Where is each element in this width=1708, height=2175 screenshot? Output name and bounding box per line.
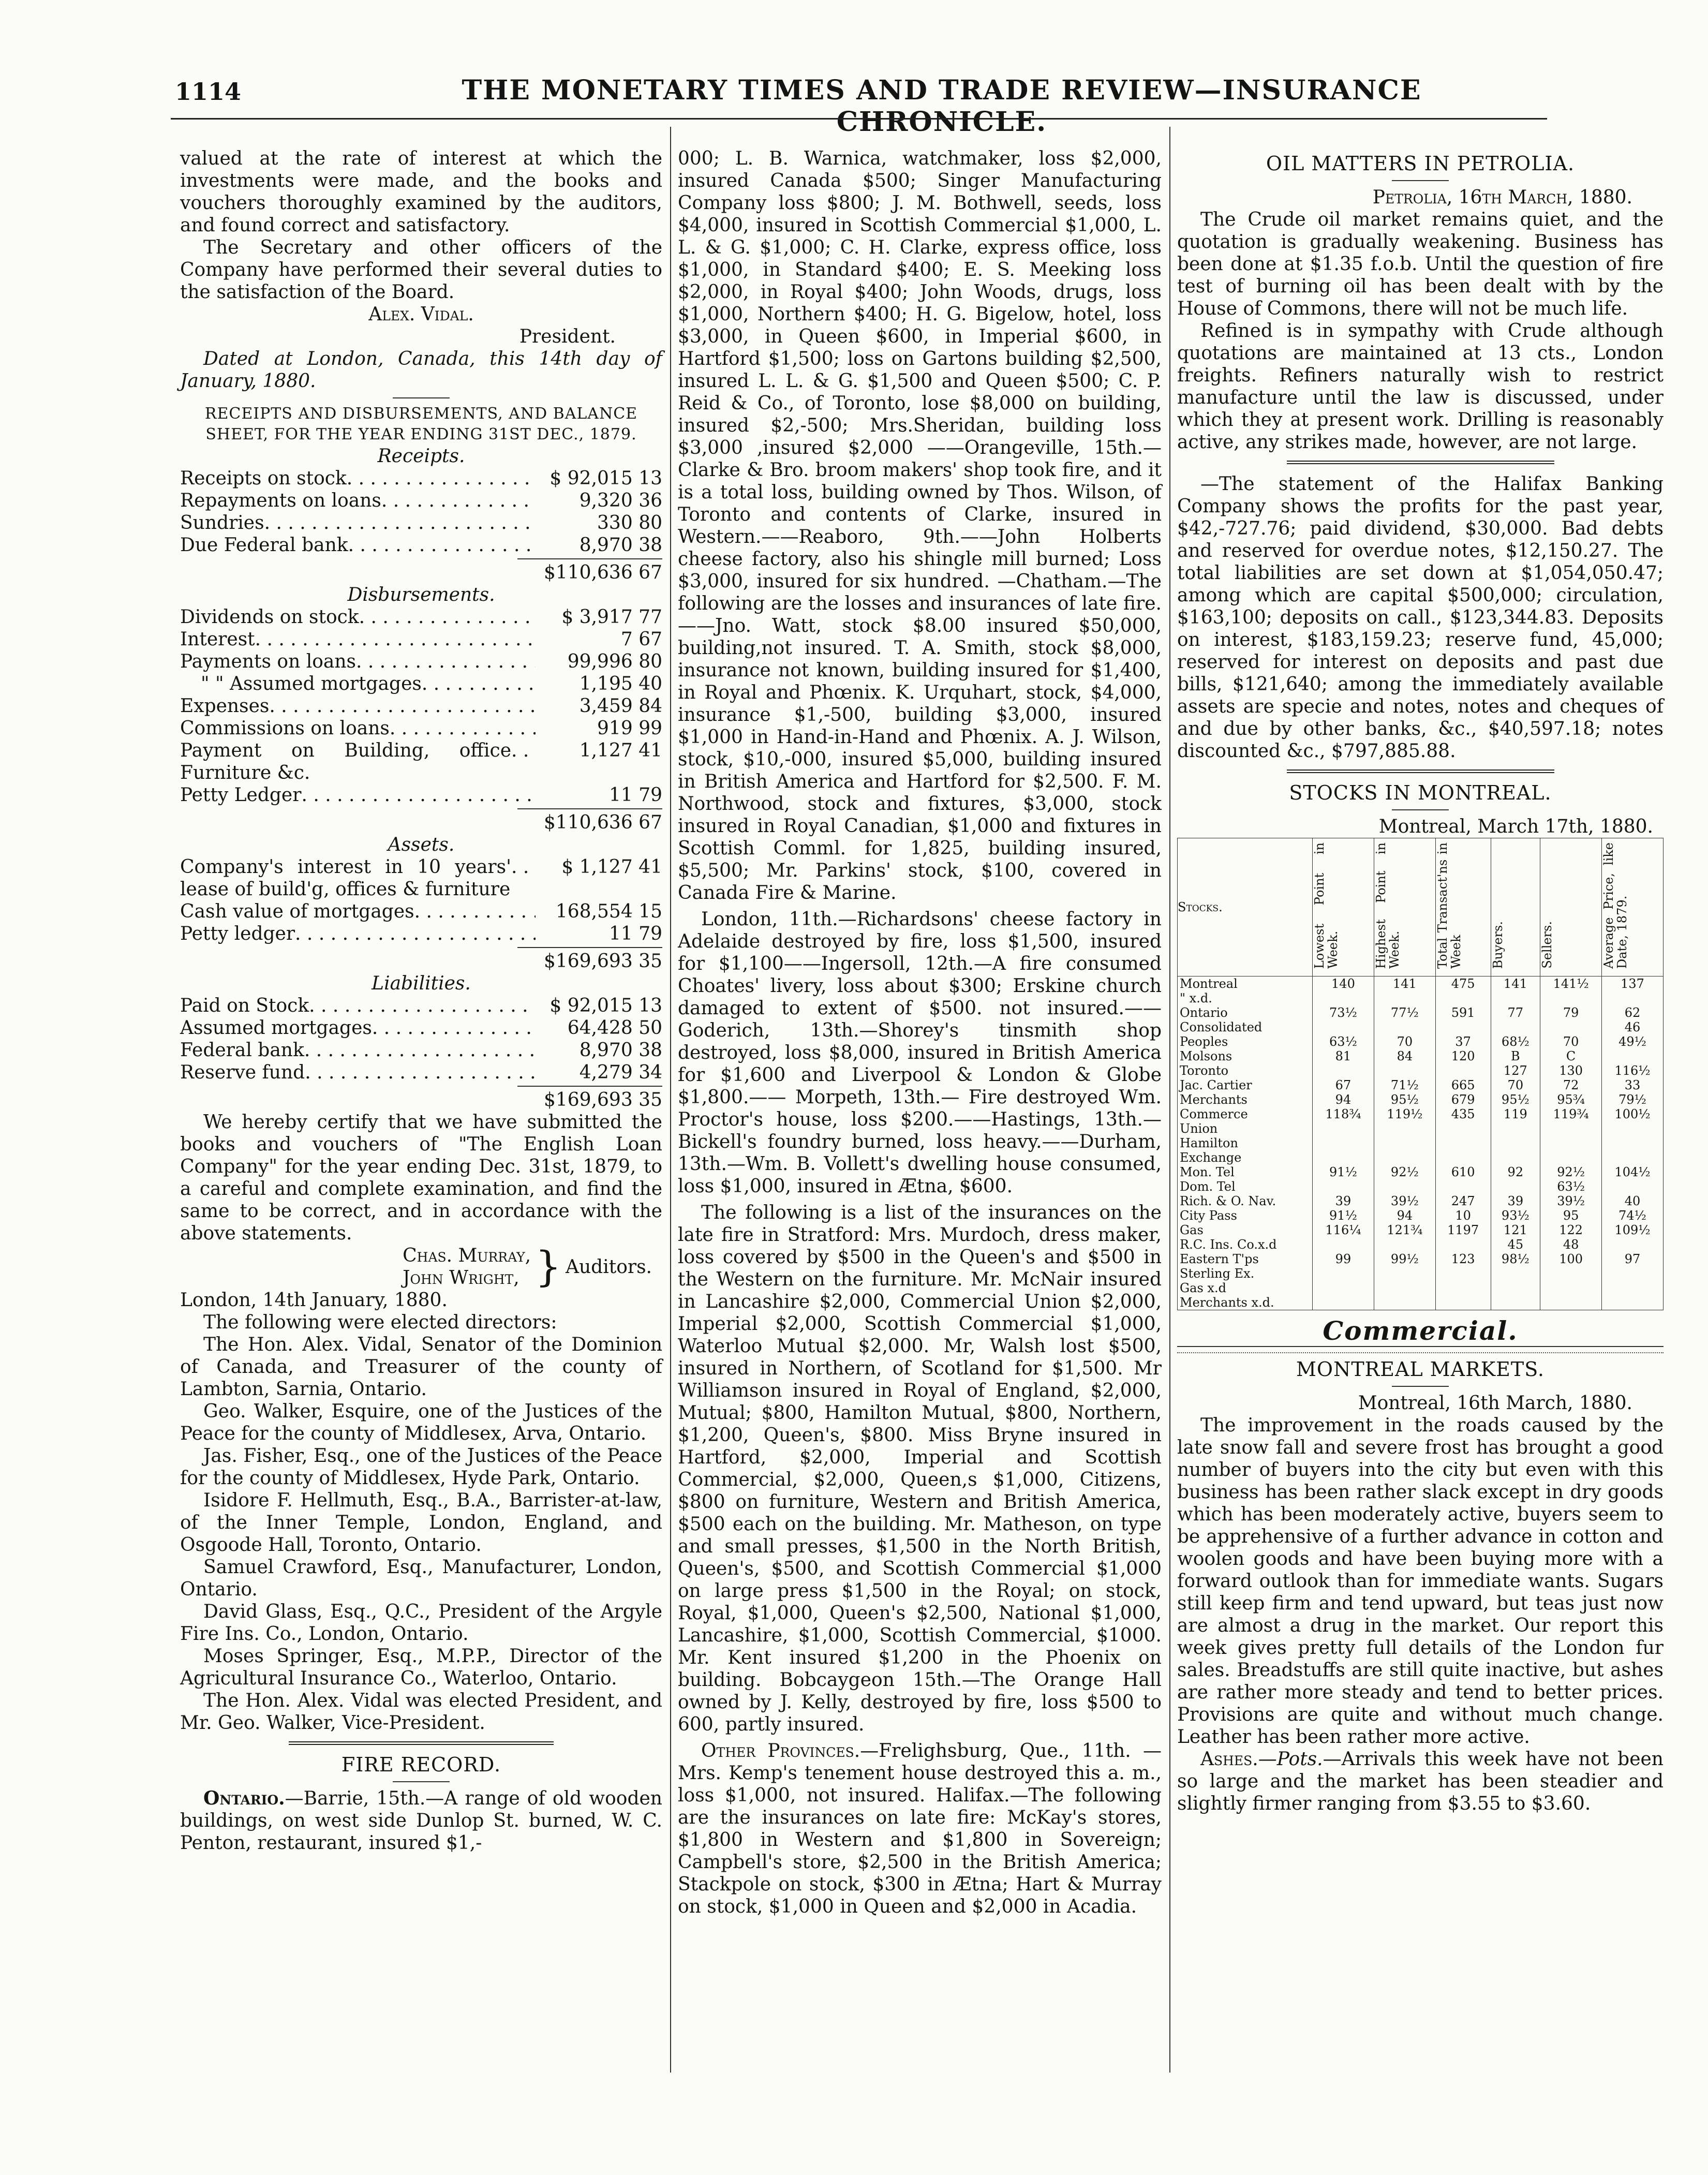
stock-value-cell xyxy=(1374,1121,1435,1136)
stock-value-cell: 63½ xyxy=(1540,1179,1602,1194)
stock-value-cell xyxy=(1435,991,1491,1005)
stock-value-cell: 141½ xyxy=(1540,976,1602,992)
fire-record-continued: 000; L. B. Warnica, watchmaker, loss $2,000, insured Canada $500; Singer Manufacturing Company loss $800; J. M. Bothwell, seeds, loss $4,000, insured in Scottish Commercial $1,000, L. L. & G. $1,000; C. H. Clarke, express office, loss $1,000, in Standard $400; E. S. Meeking loss $2,000, in Royal $400; John Woods, drugs, loss $1,000, Northern $400; H. G. Bigelow, hotel, loss $3,000, in Queen $600, in Imperial $600, in Hartford $1,500; loss on Gartons building $2,500, insured L. L. & G. $1,500 and Queen $500; C. P. Reid & Co., of Toronto, lose $8,000 on building, insured $2,-500; Mrs.Sheridan, building loss $3,000 ,insured $2,000 ——Orangeville, 15th.—Clarke & Bro. broom makers' shop took fire, and it is a total loss, building owned by Thos. Wilson, of Toronto and contents of Clarke, insured in Western.——Reaboro, 9th.——John Holberts cheese factory, also his shingle mill burned; Loss $3,000, insured for six hundred. —Chatham.—The following are the losses and insurances of late fire. ——Jno. Watt, stock $8.00 insured $50,000, building,not insured. T. A. Smith, stock $8,000, insurance not known, building insured for $1,400, in Royal and Phœnix. K. Urquhart, stock, $4,000, insurance $1,-500, building $3,000, insured $1,000 in Hand-in-Hand and Phœnix. A. J. Wilson, stock, $10,-000, insured $5,000, building insured in British America and Hartford for $2,500. F. M. Northwood, stock and fixtures, $3,000, stock insured in Royal Canadian, $1,000 and fixtures in Scottish Comml. for 1,825, building insured, $5,500; Mr. Parkins' stock, $100, covered in Canada Fire & Marine. xyxy=(678,148,1162,904)
stock-value-cell xyxy=(1313,1136,1374,1150)
stock-value-cell xyxy=(1540,1266,1602,1281)
stocks-table-row xyxy=(1178,1005,1664,1020)
total-rule xyxy=(517,558,662,559)
stock-name-cell: Commerce xyxy=(1178,1107,1313,1121)
markets-heading: MONTREAL MARKETS. xyxy=(1296,1358,1544,1381)
stock-value-cell: 123 xyxy=(1435,1252,1491,1266)
stocks-table-row xyxy=(1178,1150,1664,1165)
stock-value-cell xyxy=(1435,1295,1491,1310)
stock-name-cell: Union xyxy=(1178,1121,1313,1136)
stock-value-cell xyxy=(1602,1150,1664,1165)
director-entry: David Glass, Esq., Q.C., President of the Argyle Fire Ins. Co., London, Ontario. xyxy=(180,1601,662,1645)
account-line: Receipts on stock . . . $ 92,015 13 xyxy=(180,467,662,490)
stock-value-cell xyxy=(1602,1281,1664,1295)
stock-value-cell xyxy=(1374,1266,1435,1281)
stock-value-cell xyxy=(1491,1295,1540,1310)
stock-value-cell xyxy=(1602,1237,1664,1252)
stock-value-cell: 77 xyxy=(1491,1005,1540,1020)
auditors-signatures xyxy=(180,1242,662,1291)
column-header: Highest Point in Week. xyxy=(1374,838,1435,976)
stock-value-cell xyxy=(1602,1049,1664,1063)
ashes-text: —Arrivals this week have not been so large and the market has been steadier and slightly firmer ranging from $3.55 to $3.60. xyxy=(1177,1749,1664,1814)
auditor-name: John Wright, xyxy=(403,1267,519,1289)
stock-value-cell: 116½ xyxy=(1602,1063,1664,1078)
stocks-table-row xyxy=(1178,976,1664,992)
stock-value-cell: 127 xyxy=(1491,1063,1540,1078)
stock-name-cell: Merchants xyxy=(1178,1092,1313,1107)
stock-value-cell: 46 xyxy=(1602,1020,1664,1034)
stock-value-cell: 10 xyxy=(1435,1208,1491,1223)
stock-value-cell xyxy=(1602,991,1664,1005)
stock-name-cell: Hamilton xyxy=(1178,1136,1313,1150)
auditor-name: Chas. Murray, xyxy=(403,1245,531,1266)
stock-value-cell: 130 xyxy=(1540,1063,1602,1078)
stock-value-cell xyxy=(1313,1266,1374,1281)
account-line: Assumed mortgages . . . 64,428 50 xyxy=(180,1017,662,1039)
stock-value-cell: 100½ xyxy=(1602,1107,1664,1121)
account-line: Payment on Building, office Furniture &c. . . . 1,127 41 xyxy=(180,739,662,784)
fire-record-heading: FIRE RECORD. xyxy=(341,1753,501,1776)
stocks-header-row xyxy=(1178,838,1664,976)
stock-value-cell xyxy=(1313,1150,1374,1165)
stocks-table-row xyxy=(1178,1049,1664,1063)
director-entry: The Hon. Alex. Vidal, Senator of the Dominion of Canada, and Treasurer of the county of Lambton, Sarnia, Ontario. xyxy=(180,1334,662,1400)
stock-name-cell: Rich. & O. Nav. xyxy=(1178,1194,1313,1208)
election-note: The Hon. Alex. Vidal was elected President, and Mr. Geo. Walker, Vice-President. xyxy=(180,1690,662,1734)
stock-value-cell xyxy=(1374,1281,1435,1295)
account-line: Due Federal bank . . . 8,970 38 xyxy=(180,534,662,556)
stock-value-cell: 97 xyxy=(1602,1252,1664,1266)
masthead-rule xyxy=(171,118,1547,120)
stocks-table-body xyxy=(1178,976,1664,1310)
stock-value-cell xyxy=(1602,1121,1664,1136)
stock-value-cell: 120 xyxy=(1435,1049,1491,1063)
stock-value-cell: 37 xyxy=(1435,1034,1491,1049)
stocks-dateline: Montreal, March 17th, 1880. xyxy=(1378,816,1653,837)
column-header: Sellers. xyxy=(1540,838,1602,976)
stock-value-cell: 63½ xyxy=(1313,1034,1374,1049)
auditors-certificate: We hereby certify that we have submitted the books and vouchers of "The English Loan Company" for the year ending Dec. 31st, 1879, to a careful and complete examination, and find the same to be correct, and in accordance with the above statements. xyxy=(180,1112,662,1244)
stock-value-cell: 70 xyxy=(1540,1034,1602,1049)
stock-name-cell: Ontario xyxy=(1178,1005,1313,1020)
stock-name-cell: " x.d. xyxy=(1178,991,1313,1005)
stock-name-cell: Consolidated xyxy=(1178,1020,1313,1034)
stock-name-cell: Peoples xyxy=(1178,1034,1313,1049)
ashes-pots: —Pots. xyxy=(1258,1749,1323,1770)
stock-value-cell: 121 xyxy=(1491,1223,1540,1237)
stocks-table-row xyxy=(1178,1020,1664,1034)
stock-value-cell: 92½ xyxy=(1540,1165,1602,1179)
stock-name-cell: Jac. Cartier xyxy=(1178,1078,1313,1092)
section-divider xyxy=(393,397,450,398)
stock-value-cell xyxy=(1374,1136,1435,1150)
stock-value-cell xyxy=(1313,1020,1374,1034)
account-line: " " Assumed mortgages . . . 1,195 40 xyxy=(180,673,662,695)
stock-value-cell: 92 xyxy=(1491,1165,1540,1179)
stocks-heading: STOCKS IN MONTREAL. xyxy=(1289,781,1552,804)
markets-dateline: Montreal, 16th March, 1880. xyxy=(1358,1393,1632,1414)
column-header: Total Transact'ns in Week xyxy=(1435,838,1491,976)
stock-value-cell xyxy=(1374,1179,1435,1194)
stock-value-cell: 116¼ xyxy=(1313,1223,1374,1237)
fire-record-ontario xyxy=(180,1787,662,1854)
stock-value-cell: 48 xyxy=(1540,1237,1602,1252)
stock-name-cell: R.C. Ins. Co.x.d xyxy=(1178,1237,1313,1252)
report-continuation: valued at the rate of interest at which the investments were made, and the books and vouchers thoroughly examined by the auditors, and found correct and satisfactory. xyxy=(180,148,662,236)
column-divider-1 xyxy=(670,127,671,2073)
director-entry: Samuel Crawford, Esq., Manufacturer, London, Ontario. xyxy=(180,1557,662,1600)
fire-record-stratford: The following is a list of the insurances on the late fire in Stratford: Mrs. Murdoch, dress maker, loss covered by $500 in the Queen's and $500 in the Western on the furniture. Mr. McNair insured in Lancashire $2,000, Commercial Union $2,000, Imperial $2,000, Scottish Commercial $1,000, Waterloo Mutual $2,000. Mr, Walsh lost $500, insured in Northern, of Scotland for $1,500. Mr Williamson insured in Royal of England, $2,000, Mutual; $800, Hamilton Mutual, $800, Northern, $1,200, Queen's, $800. Miss Bryne insured in Hartford, $2,000, Imperial and Scottish Commercial, $2,000, Queen,s $1,000, Citizens, $800 on furniture, Western and British America, $500 each on the building. Mr. Matheson, on type and small presses, $1,500 in the North British, Queen's, $500, and Scottish Commercial $1,000 on large press $1,500 in the Royal; on stock, Royal, $1,000, Queen's $2,500, National $1,000, Lancashire, $1,000, Scottish Commercial, $1000. Mr. Kent insured $1,200 in the Phoenix on building. Bobcaygeon 15th.—The Orange Hall owned by J. Kelly, destroyed by fire, loss $500 to 600, partly insured. xyxy=(678,1202,1162,1735)
stock-value-cell xyxy=(1313,1121,1374,1136)
halifax-bank-paragraph: —The statement of the Halifax Banking Company shows the profits for the past year, $42,-727.76; paid dividend, $30,000. Bad debts and reserved for overdue notes, $12,150.27. The total liabilities are set down at $1,054,050.47; among which are capital $500,000; circulation, $163,100; deposits on call., $123,344.83. Deposits on interest, $183,159.23; reserve fund, 45,000; reserved for interest on deposits and past due bills, $121,640; among the immediately available assets are specie and notes, notes and cheques of and due by other banks, &c., $40,597.18; notes discounted &c., $797,885.88. xyxy=(1177,474,1664,762)
section-divider xyxy=(1392,180,1449,181)
stock-value-cell: 610 xyxy=(1435,1165,1491,1179)
ashes-lead: Ashes. xyxy=(1200,1749,1258,1770)
section-rule xyxy=(1287,770,1554,775)
column-left xyxy=(180,147,662,1854)
stock-value-cell: 141 xyxy=(1374,976,1435,992)
stock-value-cell: 62 xyxy=(1602,1005,1664,1020)
stocks-table-row xyxy=(1178,1092,1664,1107)
director-entry: Jas. Fisher, Esq., one of the Justices of the Peace for the county of Middlesex, Hyde Park, Ontario. xyxy=(180,1445,662,1489)
stock-value-cell xyxy=(1435,1136,1491,1150)
stock-value-cell: 435 xyxy=(1435,1107,1491,1121)
stocks-table-row xyxy=(1178,1107,1664,1121)
stock-value-cell: 98½ xyxy=(1491,1252,1540,1266)
stocks-table-row xyxy=(1178,1281,1664,1295)
receipts-label: Receipts. xyxy=(377,446,465,467)
column-header: Average Price, like Date, 1879. xyxy=(1602,838,1664,976)
account-line: Sundries . . . 330 80 xyxy=(180,512,662,534)
account-line: Expenses . . . 3,459 84 xyxy=(180,695,662,717)
stocks-table-row xyxy=(1178,1266,1664,1281)
stock-value-cell: 72 xyxy=(1540,1078,1602,1092)
stocks-table-row xyxy=(1178,991,1664,1005)
stock-value-cell xyxy=(1491,1020,1540,1034)
stock-value-cell xyxy=(1374,1020,1435,1034)
stock-value-cell: 99 xyxy=(1313,1252,1374,1266)
column-header: Lowest Point in Week. xyxy=(1313,838,1374,976)
markets-paragraph: The improvement in the roads caused by the late snow fall and severe frost has brought a good number of buyers into the city but even with this business has been rather slack except in dry goods which has been moderately active, buyers seem to be apprehensive of a further advance in cotton and woolen goods and have been buying more with a forward outlook than for immediate wants. Sugars still keep firm and tend upward, but teas just now are almost a drug in the market. Our report this week gives pretty full details of the London fur sales. Breadstuffs are still quite inactive, but ashes are rather more steady and tend to better prices. Provisions are quite and without much change. Leather has been rather more active. xyxy=(1177,1415,1664,1748)
stocks-table-row xyxy=(1178,1237,1664,1252)
stocks-table-row xyxy=(1178,1252,1664,1266)
stocks-table-row xyxy=(1178,1121,1664,1136)
fire-record-text: —Frelighsburg, Que., 11th. —Mrs. Kemp's tenement house destroyed this a. m., loss $1,000, not insured. Halifax.—The following are the insurances on late fire: McKay's stores, $1,800 in Western and $1,800 in Sovereign; Campbell's store, $2,500 in the British America; Stackpole on stock, $300 in Ætna; Hart & Murray on stock, $1,000 in Queen and $2,000 in Acadia. xyxy=(678,1740,1162,1917)
stock-value-cell: 119½ xyxy=(1374,1107,1435,1121)
stocks-table-row xyxy=(1178,1165,1664,1179)
fire-record-london: London, 11th.—Richardsons' cheese factory in Adelaide destroyed by fire, loss $1,500, insured for $1,100——Ingersoll, 12th.—A fire consumed Choates' livery, loss about $300; Erskine church damaged to extent of $500. not insured.——Goderich, 13th.—Shorey's tinsmith shop destroyed, loss $8,000, insured in British America for $1,600 and Liverpool & London & Globe $1,800.—— Morpeth, 13th.— Fire destroyed Wm. Proctor's house, loss $200.——Hastings, 13th.—Bickell's foundry burned, loss heavy.——Durham, 13th.—Wm. B. Vollett's dwelling house consumed, loss $1,000, insured in Ætna, $600. xyxy=(678,909,1162,1197)
account-line: Paid on Stock . . . $ 92,015 13 xyxy=(180,995,662,1017)
stock-value-cell: 67 xyxy=(1313,1078,1374,1092)
oil-crude-paragraph: The Crude oil market remains quiet, and the quotation is gradually weakening. Business has been done at $1.35 f.o.b. Until the question of fire test of burning oil has been dealt with by the House of Commons, there will not be much life. xyxy=(1177,209,1664,319)
stock-value-cell: 91½ xyxy=(1313,1208,1374,1223)
stock-name-cell: Montreal xyxy=(1178,976,1313,992)
audit-date: London, 14th January, 1880. xyxy=(180,1290,448,1311)
stock-value-cell: 122 xyxy=(1540,1223,1602,1237)
total-rule xyxy=(517,1086,662,1087)
section-divider xyxy=(393,1781,450,1782)
stock-value-cell: 45 xyxy=(1491,1237,1540,1252)
disbursements-list xyxy=(180,606,662,806)
stock-value-cell: 40 xyxy=(1602,1194,1664,1208)
stock-value-cell xyxy=(1374,1295,1435,1310)
stock-value-cell xyxy=(1602,1136,1664,1150)
dated-line: Dated at London, Canada, this 14th day of January, 1880. xyxy=(180,348,662,392)
liabilities-label: Liabilities. xyxy=(372,973,471,994)
stock-value-cell xyxy=(1491,1281,1540,1295)
stock-value-cell xyxy=(1602,1266,1664,1281)
auditors-label: Auditors. xyxy=(565,1256,652,1278)
director-entry: Isidore F. Hellmuth, Esq., B.A., Barrister-at-law, of the Inner Temple, London, England, and Osgoode Hall, Toronto, Ontario. xyxy=(180,1490,662,1556)
total-rule xyxy=(517,947,662,948)
stock-value-cell: C xyxy=(1540,1049,1602,1063)
account-line: Petty ledger . . . 11 79 xyxy=(180,923,662,945)
column-right xyxy=(1177,147,1664,1815)
stock-value-cell: 99½ xyxy=(1374,1252,1435,1266)
stock-value-cell xyxy=(1313,1179,1374,1194)
assets-total: $169,693 35 xyxy=(543,951,662,972)
stock-value-cell xyxy=(1435,1281,1491,1295)
stock-value-cell: 91½ xyxy=(1313,1165,1374,1179)
oil-dateline: Petrolia, 16th March, 1880. xyxy=(1372,187,1632,208)
stocks-table-row xyxy=(1178,1194,1664,1208)
stock-value-cell: 39 xyxy=(1491,1194,1540,1208)
stocks-table-row xyxy=(1178,1063,1664,1078)
column-middle xyxy=(678,147,1162,1918)
stock-value-cell: 92½ xyxy=(1374,1165,1435,1179)
stock-value-cell: 119¾ xyxy=(1540,1107,1602,1121)
stock-value-cell xyxy=(1540,1020,1602,1034)
stock-value-cell xyxy=(1491,991,1540,1005)
column-header: Stocks. xyxy=(1178,838,1313,976)
stock-value-cell: 679 xyxy=(1435,1092,1491,1107)
stock-value-cell: 49½ xyxy=(1602,1034,1664,1049)
section-divider xyxy=(1392,1386,1449,1387)
stock-value-cell: 77½ xyxy=(1374,1005,1435,1020)
accounts-heading: RECEIPTS AND DISBURSEMENTS, AND BALANCE SHEET, FOR THE YEAR ENDING 31ST DEC., 1879. xyxy=(204,405,638,443)
stock-value-cell: 104½ xyxy=(1602,1165,1664,1179)
stock-value-cell: 475 xyxy=(1435,976,1491,992)
stock-value-cell: 95½ xyxy=(1491,1092,1540,1107)
stock-value-cell: 74½ xyxy=(1602,1208,1664,1223)
stock-value-cell: 95¾ xyxy=(1540,1092,1602,1107)
director-entry: Moses Springer, Esq., M.P.P., Director of the Agricultural Insurance Co., Waterloo, Ontario. xyxy=(180,1646,662,1689)
stocks-table xyxy=(1177,838,1664,1310)
account-line: Interest . . . 7 67 xyxy=(180,628,662,650)
section-rule xyxy=(1287,461,1554,466)
stocks-table-row xyxy=(1178,1136,1664,1150)
commercial-heading: Commercial. xyxy=(1323,1315,1518,1346)
stock-value-cell: 93½ xyxy=(1491,1208,1540,1223)
stock-value-cell: 71½ xyxy=(1374,1078,1435,1092)
stock-value-cell: 121¾ xyxy=(1374,1223,1435,1237)
stock-name-cell: Dom. Tel xyxy=(1178,1179,1313,1194)
account-line: Company's interest in 10 years' lease of build'g, offices & furniture . . . $ 1,127 41 xyxy=(180,856,662,900)
stock-value-cell xyxy=(1374,1063,1435,1078)
stock-value-cell xyxy=(1540,1136,1602,1150)
directors-intro: The following were elected directors: xyxy=(203,1312,557,1333)
section-rule xyxy=(289,1741,554,1747)
region-lead: Ontario. xyxy=(203,1787,285,1809)
stocks-table-row xyxy=(1178,1034,1664,1049)
account-line: Reserve fund . . . 4,279 34 xyxy=(180,1061,662,1084)
stock-value-cell: 94 xyxy=(1374,1208,1435,1223)
account-line: Cash value of mortgages . . . 168,554 15 xyxy=(180,900,662,923)
stock-value-cell xyxy=(1435,1150,1491,1165)
stock-name-cell: Mon. Tel xyxy=(1178,1165,1313,1179)
masthead-title: THE MONETARY TIMES AND TRADE REVIEW—INSURANCE CHRONICLE. xyxy=(462,75,1422,138)
stock-value-cell xyxy=(1313,1295,1374,1310)
stock-value-cell xyxy=(1540,1121,1602,1136)
secretary-paragraph: The Secretary and other officers of the Company have performed their several duties to the satisfaction of the Board. xyxy=(180,237,662,303)
stock-value-cell: 95 xyxy=(1540,1208,1602,1223)
stock-value-cell: 1197 xyxy=(1435,1223,1491,1237)
stock-value-cell: 94 xyxy=(1313,1092,1374,1107)
stock-value-cell: 665 xyxy=(1435,1078,1491,1092)
stock-value-cell xyxy=(1435,1063,1491,1078)
account-line: Petty Ledger . . . 11 79 xyxy=(180,784,662,806)
stock-value-cell: 119 xyxy=(1491,1107,1540,1121)
stock-value-cell xyxy=(1313,1063,1374,1078)
stock-value-cell: 70 xyxy=(1491,1078,1540,1092)
fire-record-other-provinces xyxy=(678,1740,1162,1918)
stock-value-cell: 81 xyxy=(1313,1049,1374,1063)
stock-value-cell xyxy=(1435,1020,1491,1034)
stocks-table-row xyxy=(1178,1295,1664,1310)
stock-name-cell: City Pass xyxy=(1178,1208,1313,1223)
stock-value-cell xyxy=(1313,1237,1374,1252)
ornamental-rule xyxy=(1177,1346,1664,1353)
stock-value-cell: 39½ xyxy=(1374,1194,1435,1208)
stock-value-cell: 247 xyxy=(1435,1194,1491,1208)
liabilities-list xyxy=(180,995,662,1084)
stocks-table-row xyxy=(1178,1078,1664,1092)
stock-value-cell: 39½ xyxy=(1540,1194,1602,1208)
stock-value-cell xyxy=(1491,1150,1540,1165)
stock-name-cell: Eastern T'ps xyxy=(1178,1252,1313,1266)
stock-value-cell xyxy=(1602,1295,1664,1310)
stock-value-cell: 137 xyxy=(1602,976,1664,992)
disbursements-total: $110,636 67 xyxy=(543,812,662,833)
stock-value-cell xyxy=(1540,1150,1602,1165)
director-entry: Geo. Walker, Esquire, one of the Justices of the Peace for the county of Middlesex, Arva, Ontario. xyxy=(180,1401,662,1444)
stock-value-cell: 70 xyxy=(1374,1034,1435,1049)
stocks-table-row xyxy=(1178,1208,1664,1223)
stock-value-cell xyxy=(1435,1266,1491,1281)
disbursements-label: Disbursements. xyxy=(347,584,495,605)
assets-label: Assets. xyxy=(388,834,455,855)
stock-value-cell xyxy=(1491,1266,1540,1281)
stock-value-cell xyxy=(1435,1179,1491,1194)
stock-name-cell: Molsons xyxy=(1178,1049,1313,1063)
stock-value-cell xyxy=(1540,991,1602,1005)
stock-value-cell: 39 xyxy=(1313,1194,1374,1208)
stock-value-cell: 141 xyxy=(1491,976,1540,992)
stock-value-cell: 68½ xyxy=(1491,1034,1540,1049)
stock-value-cell xyxy=(1491,1136,1540,1150)
stock-value-cell: 79 xyxy=(1540,1005,1602,1020)
stock-value-cell: 95½ xyxy=(1374,1092,1435,1107)
page-number: 1114 xyxy=(175,78,242,106)
oil-refined-paragraph: Refined is in sympathy with Crude although quotations are maintained at 13 cts., London freights. Refiners naturally wish to restrict manufacture until the law is discussed, under which they at present work. Drilling is reasonably active, any strikes made, however, are not large. xyxy=(1177,320,1664,453)
stocks-table-row xyxy=(1178,1179,1664,1194)
stock-value-cell: 118¾ xyxy=(1313,1107,1374,1121)
stocks-table-row xyxy=(1178,1223,1664,1237)
stock-value-cell: 33 xyxy=(1602,1078,1664,1092)
column-divider-2 xyxy=(1169,127,1170,2073)
stock-value-cell: 84 xyxy=(1374,1049,1435,1063)
assets-list xyxy=(180,856,662,945)
stock-value-cell xyxy=(1374,1150,1435,1165)
stock-value-cell: B xyxy=(1491,1049,1540,1063)
stock-value-cell xyxy=(1491,1121,1540,1136)
stock-value-cell xyxy=(1602,1179,1664,1194)
account-line: Commissions on loans . . . 919 99 xyxy=(180,717,662,739)
stock-value-cell xyxy=(1491,1179,1540,1194)
stock-value-cell: 79½ xyxy=(1602,1092,1664,1107)
stock-value-cell xyxy=(1435,1237,1491,1252)
column-header: Buyers. xyxy=(1491,838,1540,976)
stock-name-cell: Merchants x.d. xyxy=(1178,1295,1313,1310)
stock-value-cell xyxy=(1374,991,1435,1005)
stock-value-cell xyxy=(1374,1237,1435,1252)
signer-title: President. xyxy=(519,326,616,347)
liabilities-total: $169,693 35 xyxy=(543,1089,662,1111)
account-line: Federal bank . . . 8,970 38 xyxy=(180,1039,662,1061)
stock-value-cell xyxy=(1540,1281,1602,1295)
stock-name-cell: Gas x.d xyxy=(1178,1281,1313,1295)
stock-value-cell xyxy=(1313,1281,1374,1295)
stock-name-cell: Exchange xyxy=(1178,1150,1313,1165)
stock-name-cell: Sterling Ex. xyxy=(1178,1266,1313,1281)
ashes-paragraph xyxy=(1177,1748,1664,1815)
stock-name-cell: Toronto xyxy=(1178,1063,1313,1078)
stock-value-cell: 73½ xyxy=(1313,1005,1374,1020)
section-divider xyxy=(1392,809,1449,810)
account-line: Dividends on stock . . . $ 3,917 77 xyxy=(180,606,662,628)
stock-value-cell: 591 xyxy=(1435,1005,1491,1020)
stock-value-cell xyxy=(1435,1121,1491,1136)
total-rule xyxy=(517,808,662,809)
fire-record-text: —Barrie, 15th.—A range of old wooden buildings, on west side Dunlop St. burned, W. C. Penton, restaurant, insured $1,- xyxy=(180,1788,662,1854)
region-lead: Other Provinces. xyxy=(701,1740,860,1762)
stock-value-cell: 109½ xyxy=(1602,1223,1664,1237)
stock-value-cell: 140 xyxy=(1313,976,1374,992)
stock-value-cell: 100 xyxy=(1540,1252,1602,1266)
stock-value-cell xyxy=(1313,991,1374,1005)
signer-name: Alex. Vidal. xyxy=(368,304,474,325)
receipts-total: $110,636 67 xyxy=(543,562,662,583)
account-line: Payments on loans . . . 99,996 80 xyxy=(180,650,662,673)
brace-glyph: } xyxy=(535,1242,561,1291)
stock-name-cell: Gas xyxy=(1178,1223,1313,1237)
account-line: Repayments on loans . . . 9,320 36 xyxy=(180,490,662,512)
oil-heading: OIL MATTERS IN PETROLIA. xyxy=(1266,152,1575,175)
stock-value-cell xyxy=(1540,1295,1602,1310)
receipts-list xyxy=(180,467,662,556)
